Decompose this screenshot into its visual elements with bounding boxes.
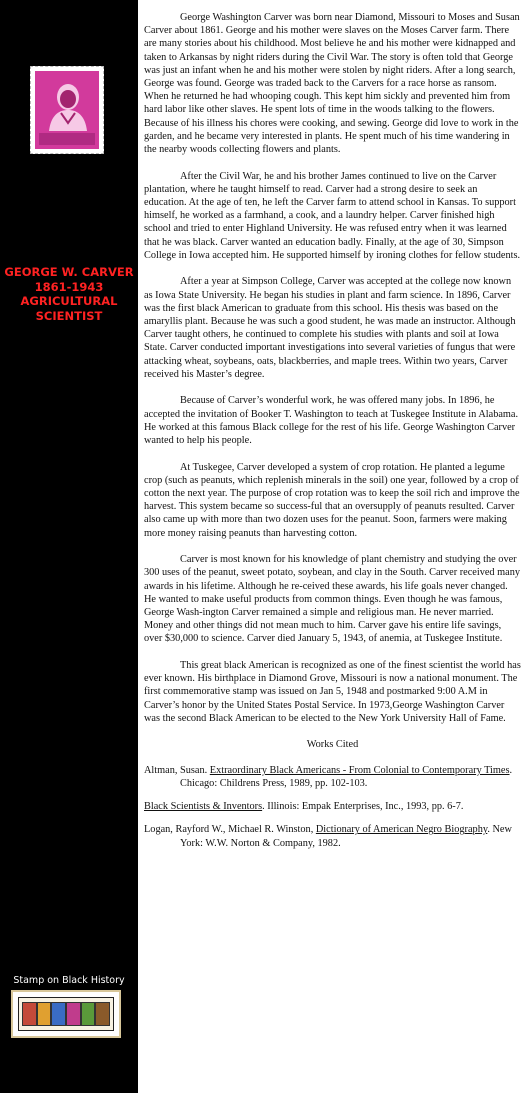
portrait-icon [45,79,91,131]
mini-stamp-icon [81,1002,96,1026]
sidebar [0,0,138,1093]
citation: Altman, Susan. Extraordinary Black Americans - From Colonial to Contemporary Times. Chicago: Childrens Press, 1989, pp. 102-103. [144,764,513,789]
sidebar-title-name: GEORGE W. CARVER [4,265,134,279]
stamp-on-black-history-banner[interactable] [11,990,121,1038]
sidebar-title-role-2: SCIENTIST [35,308,103,323]
paragraph-iowa-state: After a year at Simpson College, Carver was accepted at the college now known as Iowa State University. He began his studies in plant and farm science. In 1896, Carver was the first black American to graduate from this school. His thesis was based on the amaryllis plant. Because he was such a good student, he was made an instructor. Although Carver taught others, he continued to complete his studies with plants and soil at Iowa State. Carver conducted important investigations into several varieties of fungus that were attacking wheat, soybeans, oats, blackberries, and maple trees. Within two years, Carver received his Master’s degree. [144,276,516,380]
paragraph-legacy: This great black American is recognized as one of the finest scientist the world has ever known. His birthplace in Diamond Grove, Missouri is now a national monument. The first commemorative stamp was issued on Jan 5, 1948 and postmarked 9:00 A.M in Carver’s honor by the United States Postal Service. In 1973,George Washington Carver was the second Black American to be elected to the New York University Hall of Fame. [144,660,521,724]
mini-stamp-icon [37,1002,52,1026]
sidebar-title [0,265,138,323]
citation-title: Dictionary of American Negro Biography [315,824,488,836]
paragraph-tuskegee-offer: Because of Carver’s wonderful work, he was offered many jobs. In 1896, he accepted the invitation of Booker T. Washington to teach at Tuskegee Institute in Alabama. He worked at this famous Black college for the rest of his life. George Washington Carver wanted to help his people. [144,395,519,447]
citation: Black Scientists & Inventors. Illinois: Empak Enterprises, Inc., 1993, pp. 6-7. [144,801,464,813]
paragraph-education: After the Civil War, he and his brother James continued to live on the Carver plantation, where he taught himself to read. Carver had a strong desire to seek an education. At the age of ten, he left the Carver farm to attend school in Kansas. To support himself, he worked as a farmhand, a cook, and a laundry helper. Carver finished high school and tried to enter Highland University. He was refused entry when it was learned that he was black. Carver wanted an education badly. Finally, at the age of 30, Simpson College in Iowa accepted him. He supported himself by ironing clothes for fellow students. [144,170,521,261]
citation: Logan, Rayford W., Michael R. Winston, Dictionary of American Negro Biography. New York: W.W. Norton & Company, 1982. [144,824,512,849]
paragraph-crop-rotation: At Tuskegee, Carver developed a system of crop rotation. He planted a legume crop (such as peanuts, which replenish minerals in the soil) one year, followed by a crop of cotton the next year. The purpose of crop rotation was to keep the soil rich and improve the harvest. This system became so success-ful that an oversupply of peanuts resulted. Carver also came up with more than two dozen uses for the peanut. Soon, farmers were making more money raising peanuts than harvesting cotton. [144,461,520,539]
citation-title: Extraordinary Black Americans - From Colonial to Contemporary Times [209,764,510,776]
mini-stamp-icon [22,1002,37,1026]
sidebar-title-role-1: AGRICULTURAL [20,294,118,308]
paragraph-birth: George Washington Carver was born near Diamond, Missouri to Moses and Susan Carver about 1861. George and his mother were slaves on the Moses Carver farm. There are many stories about his childhood. Most believe he and his mother were kidnapped and taken to Arkansas by night riders during the Civil War. The story is often told that George was just an infant when he and his mother were stolen by night riders. After a long search, George was found. George was traded back to the Carvers for a race horse as ransom. When he returned he had whooping cough. This kept him sickly and prevented him from hard labor like other slaves. He spent lots of time in the woods talking to the flowers. Because of his illness his chores were cooking, and sewing. George did love to work in the garden, and he became very interested in plants. He spent much of his time wandering in the nearby woods collecting flowers and plants. [144,12,520,156]
citation-title: Black Scientists & Inventors [144,801,263,813]
sidebar-title-years: 1861-1943 [34,279,104,294]
works-cited-heading: Works Cited [306,739,359,751]
article-body [144,11,521,860]
mini-stamp-icon [66,1002,81,1026]
mini-stamp-icon [51,1002,66,1026]
carver-stamp-image [30,66,104,154]
stamp-on-black-history-label[interactable]: Stamp on Black History [13,975,125,986]
mini-stamp-icon [95,1002,110,1026]
paragraph-peanut: Carver is most known for his knowledge of plant chemistry and studying the over 300 uses of the peanut, sweet potato, soybean, and clay in the South. Carver received many awards in his lifetime. Although he re-ceived these awards, his life goals never changed. He wanted to make useful products from common things. Even though he was famous, George Wash-ington Carver remained a simple and religious man. He never married. Money and other things did not mean much to him. Carver gave his entire life savings, over $30,000 to science. Carver died January 5, 1943, of anemia, at Tuskegee Institute. [144,554,521,645]
